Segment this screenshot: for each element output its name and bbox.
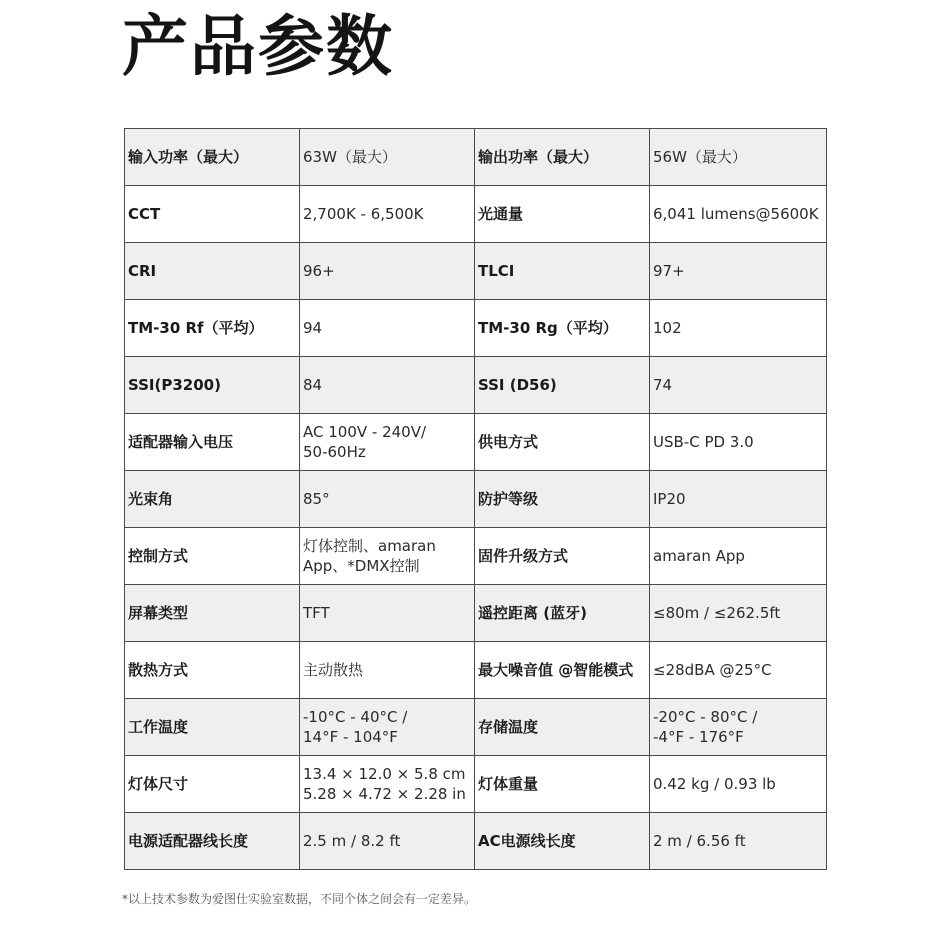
spec-value: 97+ bbox=[650, 243, 827, 300]
spec-label: 工作温度 bbox=[125, 699, 300, 756]
table-row bbox=[125, 471, 827, 528]
spec-value: ≤28dBA @25°C bbox=[650, 642, 827, 699]
table-row bbox=[125, 813, 827, 870]
spec-value: 2 m / 6.56 ft bbox=[650, 813, 827, 870]
spec-label: 屏幕类型 bbox=[125, 585, 300, 642]
spec-label: TM-30 Rf（平均） bbox=[125, 300, 300, 357]
spec-value: IP20 bbox=[650, 471, 827, 528]
spec-label: 最大噪音值 @智能模式 bbox=[475, 642, 650, 699]
spec-label: CRI bbox=[125, 243, 300, 300]
spec-label: 光束角 bbox=[125, 471, 300, 528]
spec-value: 主动散热 bbox=[300, 642, 475, 699]
spec-label: 防护等级 bbox=[475, 471, 650, 528]
spec-value: -10°C - 40°C / 14°F - 104°F bbox=[300, 699, 475, 756]
spec-label: 存储温度 bbox=[475, 699, 650, 756]
spec-value: 56W（最大） bbox=[650, 129, 827, 186]
spec-value: 102 bbox=[650, 300, 827, 357]
spec-value: amaran App bbox=[650, 528, 827, 585]
spec-value: 96+ bbox=[300, 243, 475, 300]
table-row bbox=[125, 585, 827, 642]
spec-value: 84 bbox=[300, 357, 475, 414]
spec-value: 0.42 kg / 0.93 lb bbox=[650, 756, 827, 813]
spec-table bbox=[124, 128, 827, 870]
table-row bbox=[125, 414, 827, 471]
spec-value: USB-C PD 3.0 bbox=[650, 414, 827, 471]
table-row bbox=[125, 756, 827, 813]
spec-label: TM-30 Rg（平均） bbox=[475, 300, 650, 357]
spec-label: 固件升级方式 bbox=[475, 528, 650, 585]
spec-label: 电源适配器线长度 bbox=[125, 813, 300, 870]
spec-label: SSI (D56) bbox=[475, 357, 650, 414]
table-row bbox=[125, 243, 827, 300]
table-row bbox=[125, 300, 827, 357]
spec-label: 控制方式 bbox=[125, 528, 300, 585]
spec-label: SSI(P3200) bbox=[125, 357, 300, 414]
spec-label: AC电源线长度 bbox=[475, 813, 650, 870]
spec-value: 灯体控制、amaran App、*DMX控制 bbox=[300, 528, 475, 585]
spec-label: 输出功率（最大） bbox=[475, 129, 650, 186]
spec-value: 74 bbox=[650, 357, 827, 414]
spec-label: 遥控距离 (蓝牙) bbox=[475, 585, 650, 642]
spec-label: 输入功率（最大） bbox=[125, 129, 300, 186]
footnote: *以上技术参数为爱图仕实验室数据，不同个体之间会有一定差异。 bbox=[122, 892, 477, 906]
spec-label: CCT bbox=[125, 186, 300, 243]
table-row bbox=[125, 186, 827, 243]
spec-label: 供电方式 bbox=[475, 414, 650, 471]
spec-value: 2,700K - 6,500K bbox=[300, 186, 475, 243]
table-row bbox=[125, 357, 827, 414]
spec-label: TLCI bbox=[475, 243, 650, 300]
spec-value: AC 100V - 240V/ 50-60Hz bbox=[300, 414, 475, 471]
table-row bbox=[125, 528, 827, 585]
spec-label: 光通量 bbox=[475, 186, 650, 243]
spec-value: TFT bbox=[300, 585, 475, 642]
spec-value: ≤80m / ≤262.5ft bbox=[650, 585, 827, 642]
spec-value: 85° bbox=[300, 471, 475, 528]
page-title: 产品参数 bbox=[122, 8, 394, 85]
table-row bbox=[125, 699, 827, 756]
spec-label: 灯体重量 bbox=[475, 756, 650, 813]
spec-value: 94 bbox=[300, 300, 475, 357]
spec-value: -20°C - 80°C / -4°F - 176°F bbox=[650, 699, 827, 756]
spec-value: 63W（最大） bbox=[300, 129, 475, 186]
spec-label: 适配器输入电压 bbox=[125, 414, 300, 471]
spec-table-body bbox=[125, 129, 827, 870]
spec-value: 2.5 m / 8.2 ft bbox=[300, 813, 475, 870]
spec-label: 灯体尺寸 bbox=[125, 756, 300, 813]
table-row bbox=[125, 129, 827, 186]
spec-label: 散热方式 bbox=[125, 642, 300, 699]
spec-value: 6,041 lumens@5600K bbox=[650, 186, 827, 243]
table-row bbox=[125, 642, 827, 699]
spec-value: 13.4 × 12.0 × 5.8 cm 5.28 × 4.72 × 2.28 in bbox=[300, 756, 475, 813]
